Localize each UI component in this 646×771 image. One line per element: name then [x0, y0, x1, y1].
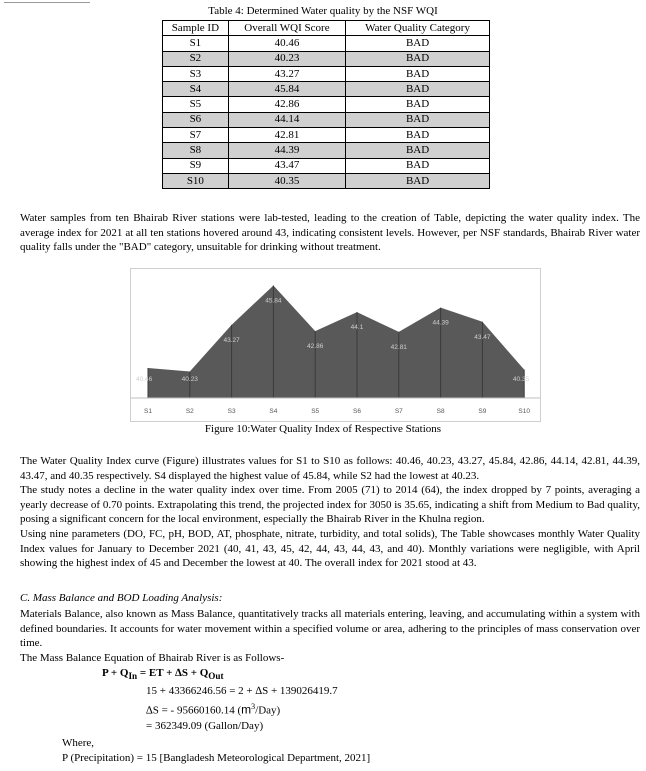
- cell-wqi-score: 44.14: [228, 112, 345, 127]
- paragraph-equation-intro: The Mass Balance Equation of Bhairab River is as Follows-: [20, 652, 285, 664]
- wqi-area-chart: [130, 268, 541, 422]
- table-row: [163, 173, 490, 188]
- cell-wqi-score: 44.39: [228, 143, 345, 158]
- eq3-post: /Day): [255, 704, 281, 717]
- x-tick-label: S4: [269, 408, 278, 415]
- cell-sample-id: S2: [163, 51, 229, 66]
- x-tick-label: S5: [311, 408, 320, 415]
- data-label: 42.81: [390, 343, 407, 351]
- header-quality-category: Water Quality Category: [346, 21, 490, 36]
- table-row: [163, 143, 490, 158]
- data-label: 42.86: [307, 343, 324, 351]
- eq3-sup: 3: [251, 702, 256, 711]
- wqi-table: [162, 20, 490, 189]
- area-series: [148, 285, 524, 398]
- cell-wqi-score: 40.46: [228, 36, 345, 51]
- cell-wqi-score: 43.47: [228, 158, 345, 173]
- data-label: 40.23: [181, 376, 198, 383]
- where-label: Where,: [62, 737, 95, 749]
- equation-line-4: = 362349.09 (Gallon/Day): [146, 720, 264, 732]
- table-row: [163, 158, 490, 173]
- eq-out-sub: Out: [208, 671, 224, 682]
- data-label: 40.46: [136, 376, 153, 383]
- eq-mid: = ET + ∆S + Q: [137, 667, 209, 679]
- eq-in-sub: In: [128, 671, 138, 682]
- x-tick-label: S7: [394, 408, 403, 415]
- table-header-row: [163, 21, 490, 36]
- eq3-unit: m: [241, 702, 252, 717]
- header-sample-id: Sample ID: [163, 21, 229, 36]
- table-caption: Table 4: Determined Water quality by the NSF WQI: [208, 5, 438, 17]
- equation-main: [102, 667, 224, 681]
- table-row: [163, 97, 490, 112]
- cell-quality-category: BAD: [346, 112, 490, 127]
- cell-sample-id: S6: [163, 112, 229, 127]
- cell-quality-category: BAD: [346, 173, 490, 188]
- cell-wqi-score: 40.23: [228, 51, 345, 66]
- chart-svg: [131, 269, 540, 421]
- paragraph-monthly: Using nine parameters (DO, FC, pH, BOD, AT, phosphate, nitrate, turbidity, and total solids), The Table showcases monthly Water Quality Index values for January to December 2021 (40, 41, 43, 45, 42, 44, 43, 44, 43, and 40). Monthly variations were negligible, with April showing the highest index of 45 and December the lowest at 40. The overall index for 2021 stood at 43.: [20, 528, 640, 569]
- cell-quality-category: BAD: [346, 66, 490, 81]
- table-row: [163, 51, 490, 66]
- table-row: [163, 112, 490, 127]
- cell-wqi-score: 43.27: [228, 66, 345, 81]
- x-tick-label: S9: [478, 408, 487, 415]
- data-label: 45.84: [265, 297, 282, 305]
- table-row: [163, 82, 490, 97]
- data-label: 43.47: [474, 333, 491, 341]
- eq3-pre: ∆S = - 95660160.14 (: [146, 704, 242, 717]
- x-tick-label: S8: [436, 408, 445, 415]
- paragraph-wqi-values: The Water Quality Index curve (Figure) illustrates values for S1 to S10 as follows: 40.46, 40.23, 43.27, 45.84, 42.86, 44.14, 42.81, 44.39, 43.47, and 40.35 respectively. S4 displayed the highest value of 45.84, while S2 had the lowest at 40.23.: [20, 455, 640, 482]
- paragraph-mass-balance: Materials Balance, also known as Mass Balance, quantitatively tracks all materials entering, leaving, and accumulating within a system with defined boundaries. It accounts for water movement within a specified volume or area, adhering to the principles of mass conservation over time.: [20, 608, 640, 649]
- where-item: P (Precipitation) = 15 [Bangladesh Meteorological Department, 2021]: [62, 752, 371, 764]
- data-label: 44.1: [350, 324, 364, 332]
- top-rule: [4, 2, 90, 3]
- cell-wqi-score: 45.84: [228, 82, 345, 97]
- x-tick-label: S10: [518, 408, 530, 415]
- data-label: 44.39: [432, 319, 449, 327]
- cell-sample-id: S10: [163, 173, 229, 188]
- table-row: [163, 66, 490, 81]
- x-tick-label: S1: [144, 408, 152, 415]
- cell-sample-id: S3: [163, 66, 229, 81]
- cell-quality-category: BAD: [346, 97, 490, 112]
- x-tick-label: S2: [185, 408, 194, 415]
- header-wqi-score: Overall WQI Score: [228, 21, 345, 36]
- cell-sample-id: S8: [163, 143, 229, 158]
- equation-line-3: [146, 702, 280, 717]
- section-heading: C. Mass Balance and BOD Loading Analysis:: [20, 592, 223, 604]
- cell-wqi-score: 42.81: [228, 128, 345, 143]
- paragraph-intro: Water samples from ten Bhairab River stations were lab-tested, leading to the creation of Table, depicting the water quality index. The average index for 2021 at all ten stations hovered around 43, indicating consistent levels. However, per NSF standards, Bhairab River water quality falls under the "BAD" category, unsuitable for drinking without treatment.: [20, 212, 640, 253]
- cell-sample-id: S7: [163, 128, 229, 143]
- cell-sample-id: S5: [163, 97, 229, 112]
- equation-line-2: 15 + 43366246.56 = 2 + ∆S + 139026419.7: [146, 685, 338, 697]
- cell-quality-category: BAD: [346, 143, 490, 158]
- cell-wqi-score: 40.35: [228, 173, 345, 188]
- data-label: 40.35: [512, 376, 530, 383]
- cell-sample-id: S1: [163, 36, 229, 51]
- x-tick-label: S3: [227, 408, 236, 415]
- cell-quality-category: BAD: [346, 36, 490, 51]
- x-tick-label: S6: [353, 408, 361, 415]
- cell-quality-category: BAD: [346, 51, 490, 66]
- table-row: [163, 128, 490, 143]
- cell-quality-category: BAD: [346, 158, 490, 173]
- cell-sample-id: S4: [163, 82, 229, 97]
- data-label: 43.27: [223, 336, 240, 344]
- cell-wqi-score: 42.86: [228, 97, 345, 112]
- eq-p-q: P + Q: [102, 667, 129, 679]
- table-row: [163, 36, 490, 51]
- cell-quality-category: BAD: [346, 128, 490, 143]
- cell-sample-id: S9: [163, 158, 229, 173]
- cell-quality-category: BAD: [346, 82, 490, 97]
- paragraph-trend: The study notes a decline in the water quality index over time. From 2005 (71) to 2014 (64), the index dropped by 7 points, averaging a yearly decrease of 0.70 points. Extrapolating this trend, the projected index for 3050 is 35.65, indicating a shift from Medium to Bad quality, posing a significant concern for the local environment, especially the Bhairab River in the Khulna region.: [20, 484, 640, 525]
- figure-caption: Figure 10:Water Quality Index of Respective Stations: [204, 423, 442, 435]
